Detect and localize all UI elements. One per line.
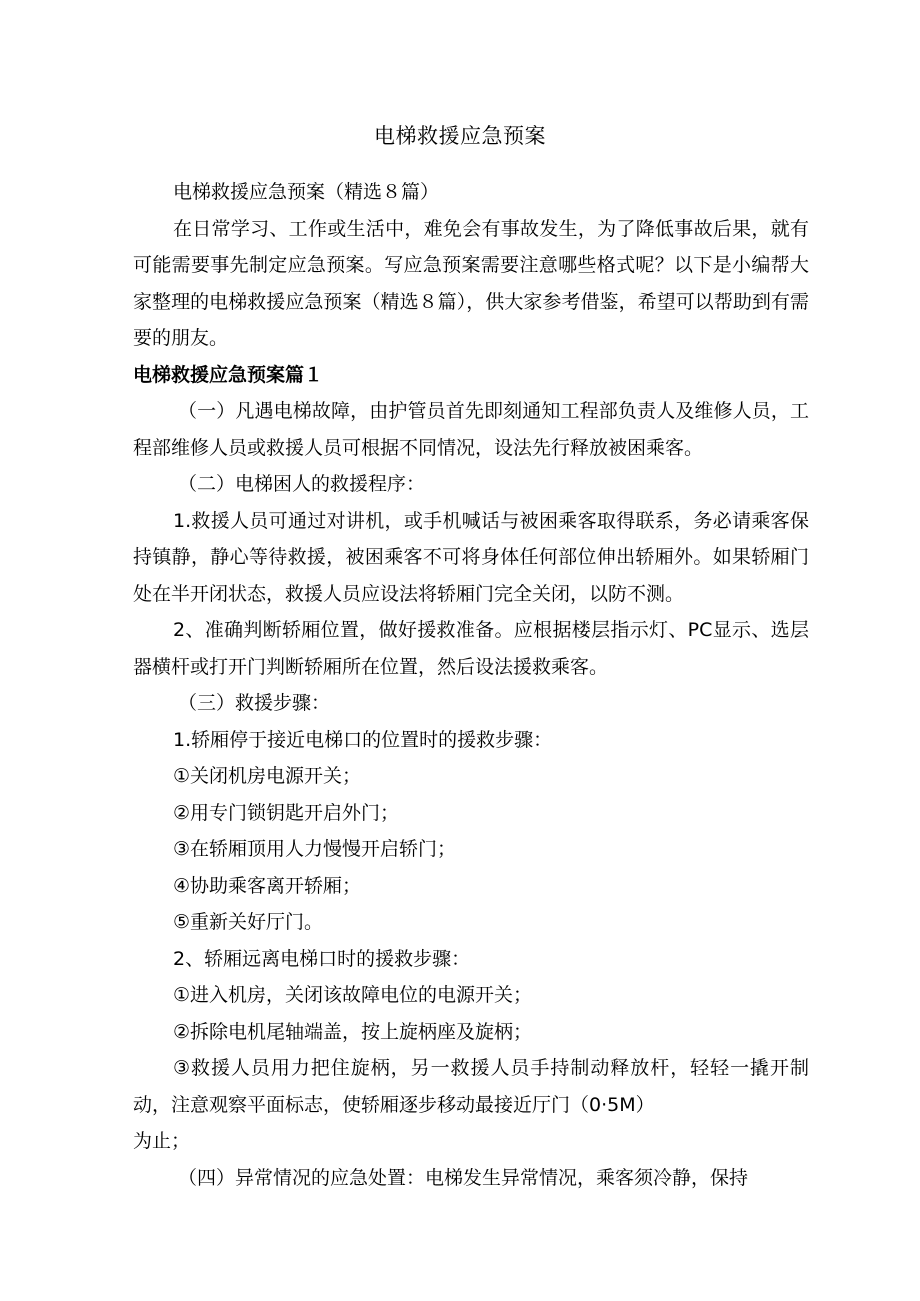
intro-paragraph: 在日常学习、工作或生活中，难免会有事故发生，为了降低事故后果，就有可能需要事先制定应急预案。写应急预案需要注意哪些格式呢？以下是小编帮大家整理的电梯救援应急预案（精选８篇），供大家参考借鉴，希望可以帮助到有需要的朋友。 [133,217,809,349]
list-item: ①关闭机房电源开关； [173,765,362,787]
paragraph-5: （三）救援步骤： [178,692,331,714]
list-item: ⑤重新关好厅门。 [173,911,324,933]
paragraph-6: 1.轿厢停于接近电梯口的位置时的援救步骤： [173,728,553,751]
paragraph-continuation: 为止； [133,1130,191,1152]
section-heading: 电梯救援应急预案篇１ [133,363,324,386]
list-item: ③在轿厢顶用人力慢慢开启轿门； [173,838,457,860]
list-item: ②拆除电机尾轴端盖，按上旋柄座及旋柄； [173,1020,533,1043]
paragraph-1: （一）凡遇电梯故障，由护管员首先即刻通知工程部负责人及维修人员，工程部维修人员或救援人员可根据不同情况，设法先行释放被困乘客。 [133,400,809,459]
paragraph-3: 1.救援人员可通过对讲机，或手机喊话与被困乘客取得联系，务必请乘客保持镇静，静心等待救援，被困乘客不可将身体任何部位伸出轿厢外。如果轿厢门处在半开闭状态，救援人员应设法将轿厢门完全关闭，以防不测。 [133,509,809,605]
paragraph-17: （四）异常情况的应急处置：电梯发生异常情况，乘客须冷静，保持 [178,1166,749,1189]
list-item: ②用专门锁钥匙开启外门； [173,801,400,824]
list-item: ①进入机房，关闭该故障电位的电源开关； [173,984,533,1006]
document-body [133,174,809,1196]
list-item: ④协助乘客离开轿厢； [173,874,362,897]
paragraph-2: （二）电梯困人的救援程序： [178,473,426,495]
paragraph-4: 2、准确判断轿厢位置，做好援救准备。应根据楼层指示灯、PC显示、选层器横杆或打开门判断轿厢所在位置，然后设法援救乘客。 [133,619,809,678]
list-item: ③救援人员用力把住旋柄，另一救援人员手持制动释放杆，轻轻一撬开制动，注意观察平面标志，使轿厢逐步移动最接近厅门（0·5M） [133,1057,809,1116]
paragraph-12: 2、轿厢远离电梯口时的援救步骤： [173,947,471,970]
document-title: 电梯救援应急预案 [374,124,546,148]
document-subtitle: 电梯救援应急预案（精选８篇） [173,181,440,203]
